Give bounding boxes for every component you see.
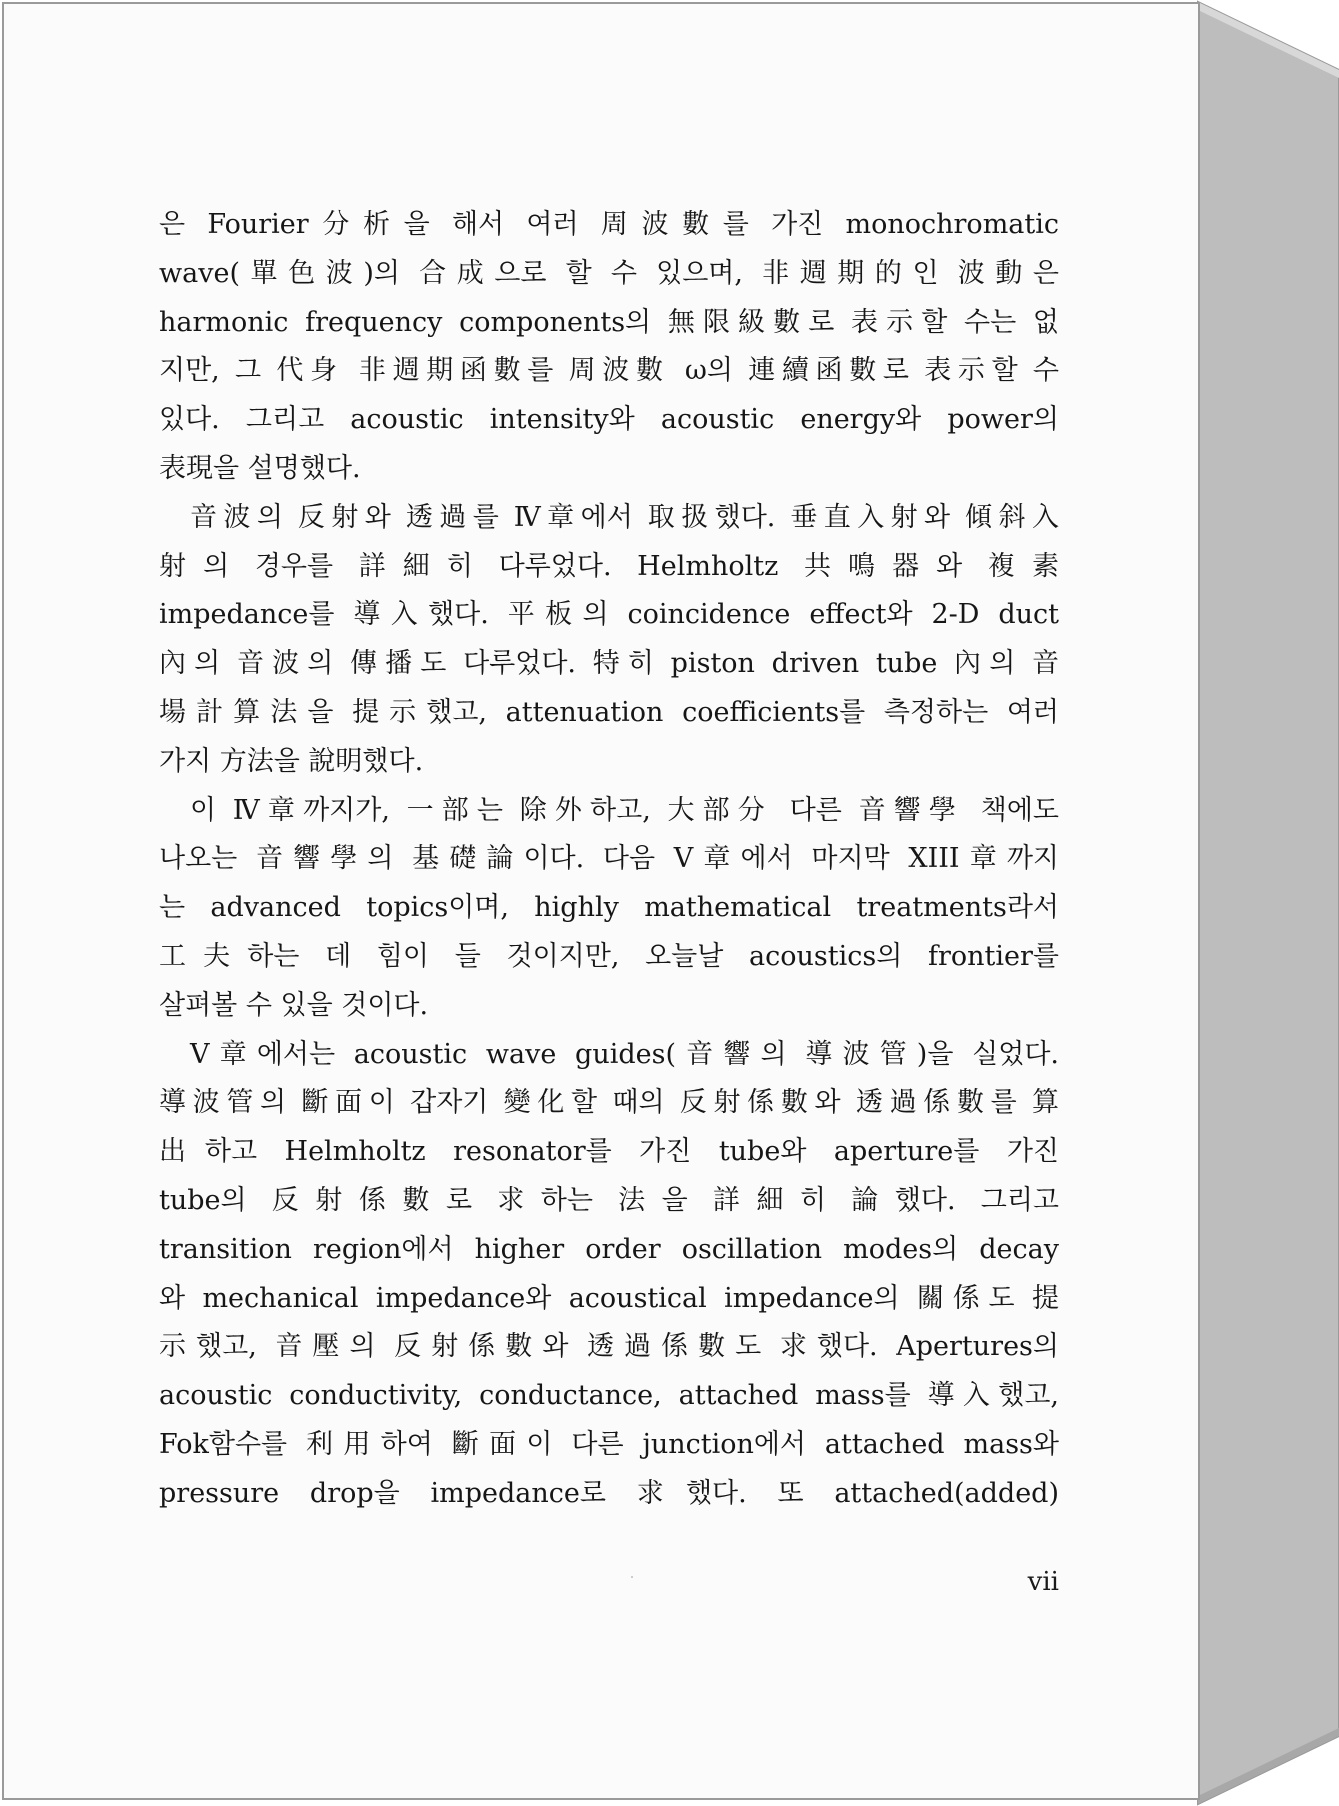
text-line-7: 音波의 反射와 透過를 Ⅳ章에서 取扱했다. 垂直入射와 傾斜入 (190, 501, 1059, 533)
text-line-2: wave(單色波)의 合成으로 할 수 있으며, 非週期的인 波動은 (159, 257, 1059, 289)
page-number: vii (1027, 1567, 1059, 1597)
text-line-18: Ⅴ章에서는 acoustic wave guides(音響의 導波管)을 실었다. (190, 1038, 1059, 1070)
text-line-24: 示했고, 音壓의 反射係數와 透過係數도 求했다. Apertures의 (159, 1331, 1059, 1363)
scan-speck (631, 1576, 633, 1578)
text-line-22: transition region에서 higher order oscillation modes의 decay (159, 1233, 1059, 1265)
text-line-15: 는 advanced topics이며, highly mathematical treatments라서 (159, 892, 1059, 924)
text-line-19: 導波管의 斷面이 갑자기 變化할 때의 反射係數와 透過係數를 算 (159, 1087, 1059, 1119)
text-line-4: 지만, 그 代身 非週期函數를 周波數 ω의 連續函數로 表示할 수 (159, 355, 1059, 387)
text-line-5: 있다. 그리고 acoustic intensity와 acoustic energy와 power의 (159, 404, 1059, 436)
text-line-27: pressure drop을 impedance로 求했다. 또 attached(added) (159, 1477, 1059, 1509)
text-line-12: 가지 方法을 說明했다. (159, 745, 424, 777)
text-line-9: impedance를 導入했다. 平板의 coincidence effect와 2-D duct (159, 599, 1059, 631)
text-line-23: 와 mechanical impedance와 acoustical impedance의 關係도 提 (159, 1282, 1059, 1314)
text-line-14: 나오는 音響學의 基礎論이다. 다음 Ⅴ章에서 마지막 XIII章까지 (159, 843, 1059, 875)
text-line-20: 出하고 Helmholtz resonator를 가진 tube와 aperture를 가진 (159, 1136, 1059, 1168)
text-line-8: 射의 경우를 詳細히 다루었다. Helmholtz 共鳴器와 複素 (159, 550, 1059, 582)
text-line-1: 은 Fourier分析을 해서 여러 周波數를 가진 monochromatic (159, 209, 1059, 240)
page-text (159, 201, 1059, 1519)
text-line-6: 表現을 설명했다. (159, 452, 361, 484)
text-line-3: harmonic frequency components의 無限級數로 表示할 수는 없 (159, 306, 1059, 338)
text-line-25: acoustic conductivity, conductance, attached mass를 導入했고, (159, 1380, 1059, 1412)
text-line-17: 살펴볼 수 있을 것이다. (159, 989, 429, 1021)
text-line-26: Fok함수를 利用하여 斷面이 다른 junction에서 attached mass와 (159, 1428, 1059, 1460)
text-line-11: 場計算法을 提示했고, attenuation coefficients를 측정하는 여러 (159, 696, 1059, 728)
text-line-13: 이 Ⅳ章까지가, 一部는 除外하고, 大部分 다른 音響學 책에도 (190, 794, 1059, 826)
text-line-21: tube의 反射係數로 求하는 法을 詳細히 論했다. 그리고 (159, 1184, 1059, 1216)
text-line-16: 工夫하는 데 힘이 들 것이지만, 오늘날 acoustics의 frontier를 (159, 940, 1059, 972)
book-page (2, 2, 1200, 1800)
text-line-10: 內의 音波의 傳播도 다루었다. 特히 piston driven tube 內의 音 (159, 648, 1059, 680)
